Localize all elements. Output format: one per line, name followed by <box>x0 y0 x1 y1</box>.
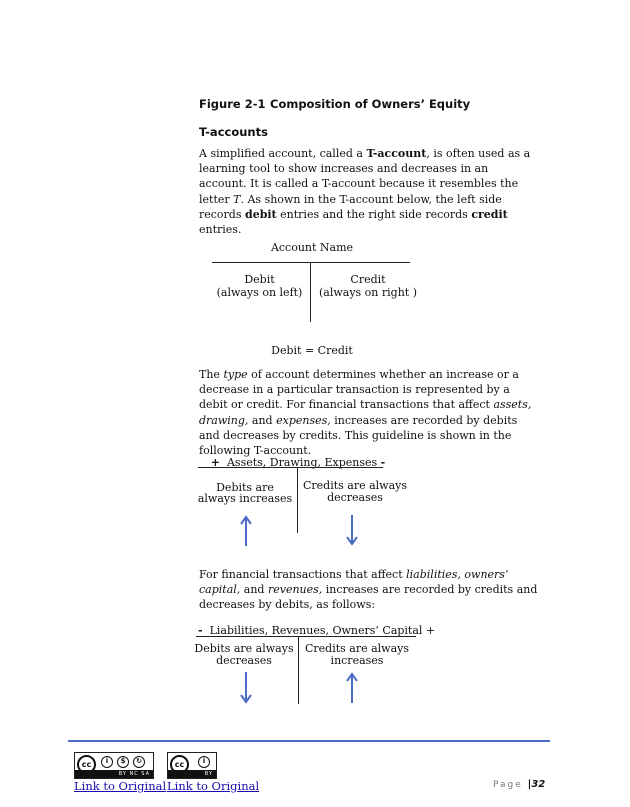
assets-credits-line2: decreases <box>327 491 383 504</box>
by-icon: i <box>198 756 210 768</box>
liabilities-debits-line2: decreases <box>216 654 272 667</box>
account-name-label: Account Name <box>270 241 354 254</box>
cc-icon: cc <box>170 755 189 774</box>
down-arrow-icon <box>239 671 253 704</box>
para1-run: T-account <box>366 147 427 160</box>
para1-run: . As shown in the T-account below, the left side records <box>199 192 502 221</box>
up-arrow-icon <box>345 672 359 704</box>
credit-note: (always on right ) <box>318 286 417 299</box>
t-account-assets-title: Assets, Drawing, Expenses <box>226 456 378 469</box>
badge-strip: BY NC SA <box>75 770 153 778</box>
nc-icon: $ <box>117 756 129 768</box>
para3-run: and <box>240 583 268 597</box>
paragraph-liabilities <box>199 567 539 613</box>
para1-run: debit <box>245 207 277 221</box>
para2-run: expenses, <box>276 413 331 427</box>
cc-by-badge[interactable] <box>167 752 217 779</box>
paragraph-account-type <box>199 367 539 458</box>
debit-note: (always on left) <box>216 286 303 299</box>
cc-icon: cc <box>77 755 96 774</box>
liabilities-credits-line2: increases <box>330 654 384 667</box>
sa-icon: ↻ <box>133 756 145 768</box>
minus-sign: - <box>380 456 386 469</box>
t-account-liabilities-title: Liabilities, Revenues, Owners’ Capital <box>209 624 423 637</box>
link-to-original-1[interactable]: Link to Original <box>74 779 167 793</box>
assets-debits-line1: Debits are <box>216 481 274 494</box>
badge-strip: BY <box>168 770 216 778</box>
para1-run: entries and the right side records <box>276 207 472 221</box>
assets-credits-line1: Credits are always <box>302 479 408 492</box>
para1-run: , is often used as a learning tool to show increases and decreases in an account. It is called a T-account because it resembles the letter <box>199 147 531 206</box>
page-label: Page <box>493 780 523 790</box>
para2-run: assets, drawing, <box>199 398 532 427</box>
page-number <box>493 779 545 790</box>
link-to-original-2[interactable]: Link to Original <box>167 779 260 793</box>
debit-credit-equation: Debit = Credit <box>271 344 353 357</box>
debit-label: Debit <box>244 273 275 286</box>
para2-run: and <box>248 413 277 427</box>
credit-label: Credit <box>350 273 386 286</box>
plus-sign: + <box>210 456 220 469</box>
figure-caption <box>199 97 470 111</box>
figure-number: Figure 2-1 <box>199 97 266 111</box>
assets-debits-line2: always increases <box>197 492 293 505</box>
by-icon: i <box>101 756 113 768</box>
up-arrow-icon <box>239 515 253 547</box>
cc-by-nc-sa-badge[interactable] <box>74 752 154 779</box>
para3-run: liabilities, owners’ capital, <box>199 568 509 597</box>
para3-run: revenues, <box>267 583 323 597</box>
page-separator: | <box>527 779 532 790</box>
liabilities-debits-line1: Debits are always <box>194 642 294 655</box>
t-account-liabilities-divider <box>298 636 299 704</box>
para2-run: The <box>199 368 224 381</box>
liabilities-credits-line1: Credits are always <box>304 642 410 655</box>
para1-run: entries. <box>199 223 242 237</box>
para2-run: increases are recorded by debits and decreases by credits. This guideline is shown in the following T-account. <box>199 413 518 458</box>
down-arrow-icon <box>345 514 359 546</box>
t-account-assets-divider <box>297 467 298 533</box>
para3-run: For financial transactions that affect <box>199 568 407 581</box>
para1-run: credit <box>471 207 508 221</box>
plus-sign: + <box>425 624 436 637</box>
minus-sign: - <box>198 624 203 637</box>
para2-run: of account determines whether an increase or a decrease in a particular transaction is represented by a debit or credit. For financial transactions that affect <box>199 368 519 412</box>
para3-run: increases are recorded by credits and decreases by debits, as follows: <box>199 583 538 612</box>
figure-title: Composition of Owners’ Equity <box>270 97 471 111</box>
t-account-assets-top-line <box>198 467 383 468</box>
para2-run: type <box>223 368 248 381</box>
t-account-top-line <box>212 262 410 263</box>
t-account-divider <box>310 262 311 322</box>
page-number-value: 32 <box>531 779 546 790</box>
para1-run: T <box>233 192 241 206</box>
paragraph-t-account-intro <box>199 146 539 237</box>
t-account-liabilities-top-line <box>196 636 416 637</box>
section-heading: T-accounts <box>199 125 268 139</box>
para1-run: A simplified account, called a <box>199 147 367 160</box>
footer-rule <box>68 740 550 742</box>
